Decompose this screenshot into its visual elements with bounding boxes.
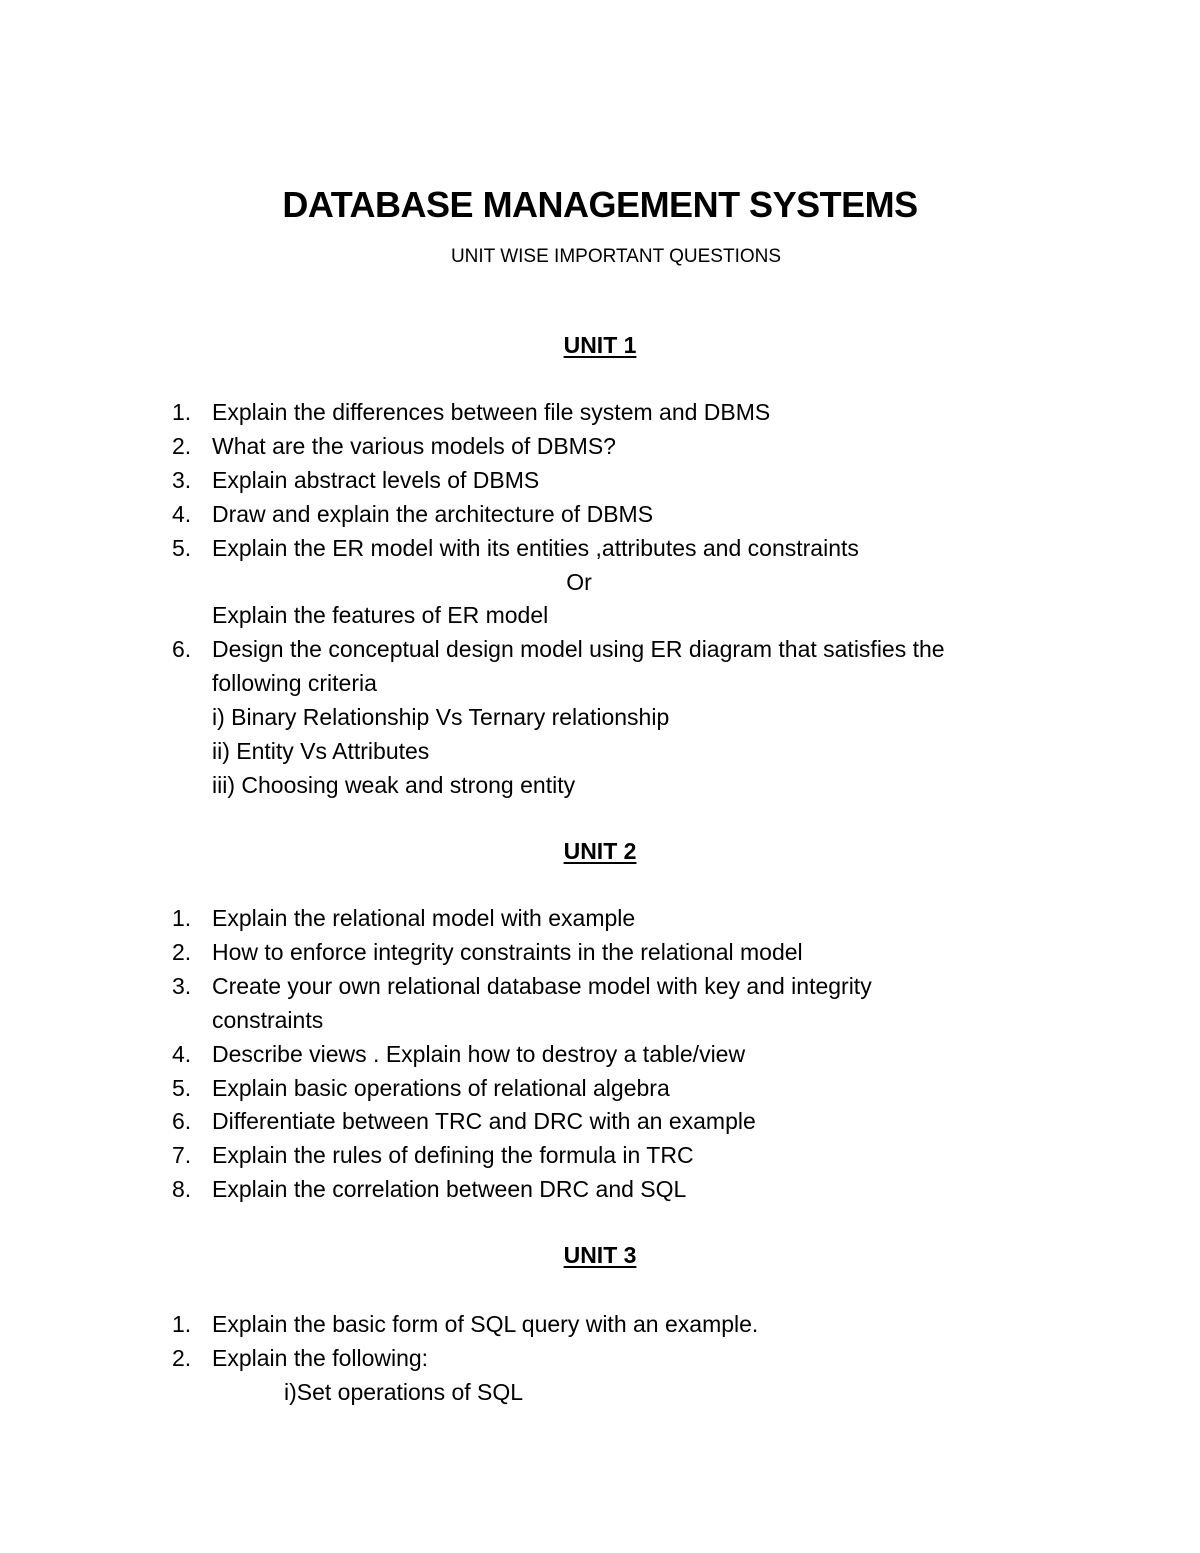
document-page: DATABASE MANAGEMENT SYSTEMS UNIT WISE IMPORTANT QUESTIONS UNIT 1 1. Explain the differences between file system and DBMS 2. What are the various models of DBMS? 3. Explain abstract levels of DBMS 4. Draw and explain the architecture of DBMS 5. Explain the ER model with its entities ,attributes and constraints Or Explain the features of ER model 6. Design the conceptual design model using ER diagram that satisfies the following criteria i) Binary Relationship Vs Ternary relationship ii) Entity Vs Attributes iii) Choosing weak and strong entity UNIT 2 1. Explain the relational model with example 2. How to enforce integrity constraints in the relational model 3. Create your own relational database model with key and integrity constraints 4. Describe views . Explain how to destroy a table/view 5. Explain basic operations of relational algebra 6. Differentiate between TRC and DRC with an example 7. Explain the rules of defining the formula in TRC 8. Explain the correlation between DRC and SQL UNIT 3 1. Explain the basic form of SQL query with an example. 2. Explain the following: i)Set operations of SQL xyxy=(0,0,1200,1553)
unit-3-heading: UNIT 3 xyxy=(563,1242,637,1268)
document-title: DATABASE MANAGEMENT SYSTEMS xyxy=(282,184,918,225)
unit-1-heading: UNIT 1 xyxy=(563,332,637,358)
unit-2-heading: UNIT 2 xyxy=(563,838,637,864)
document-subtitle: UNIT WISE IMPORTANT QUESTIONS xyxy=(450,246,782,267)
